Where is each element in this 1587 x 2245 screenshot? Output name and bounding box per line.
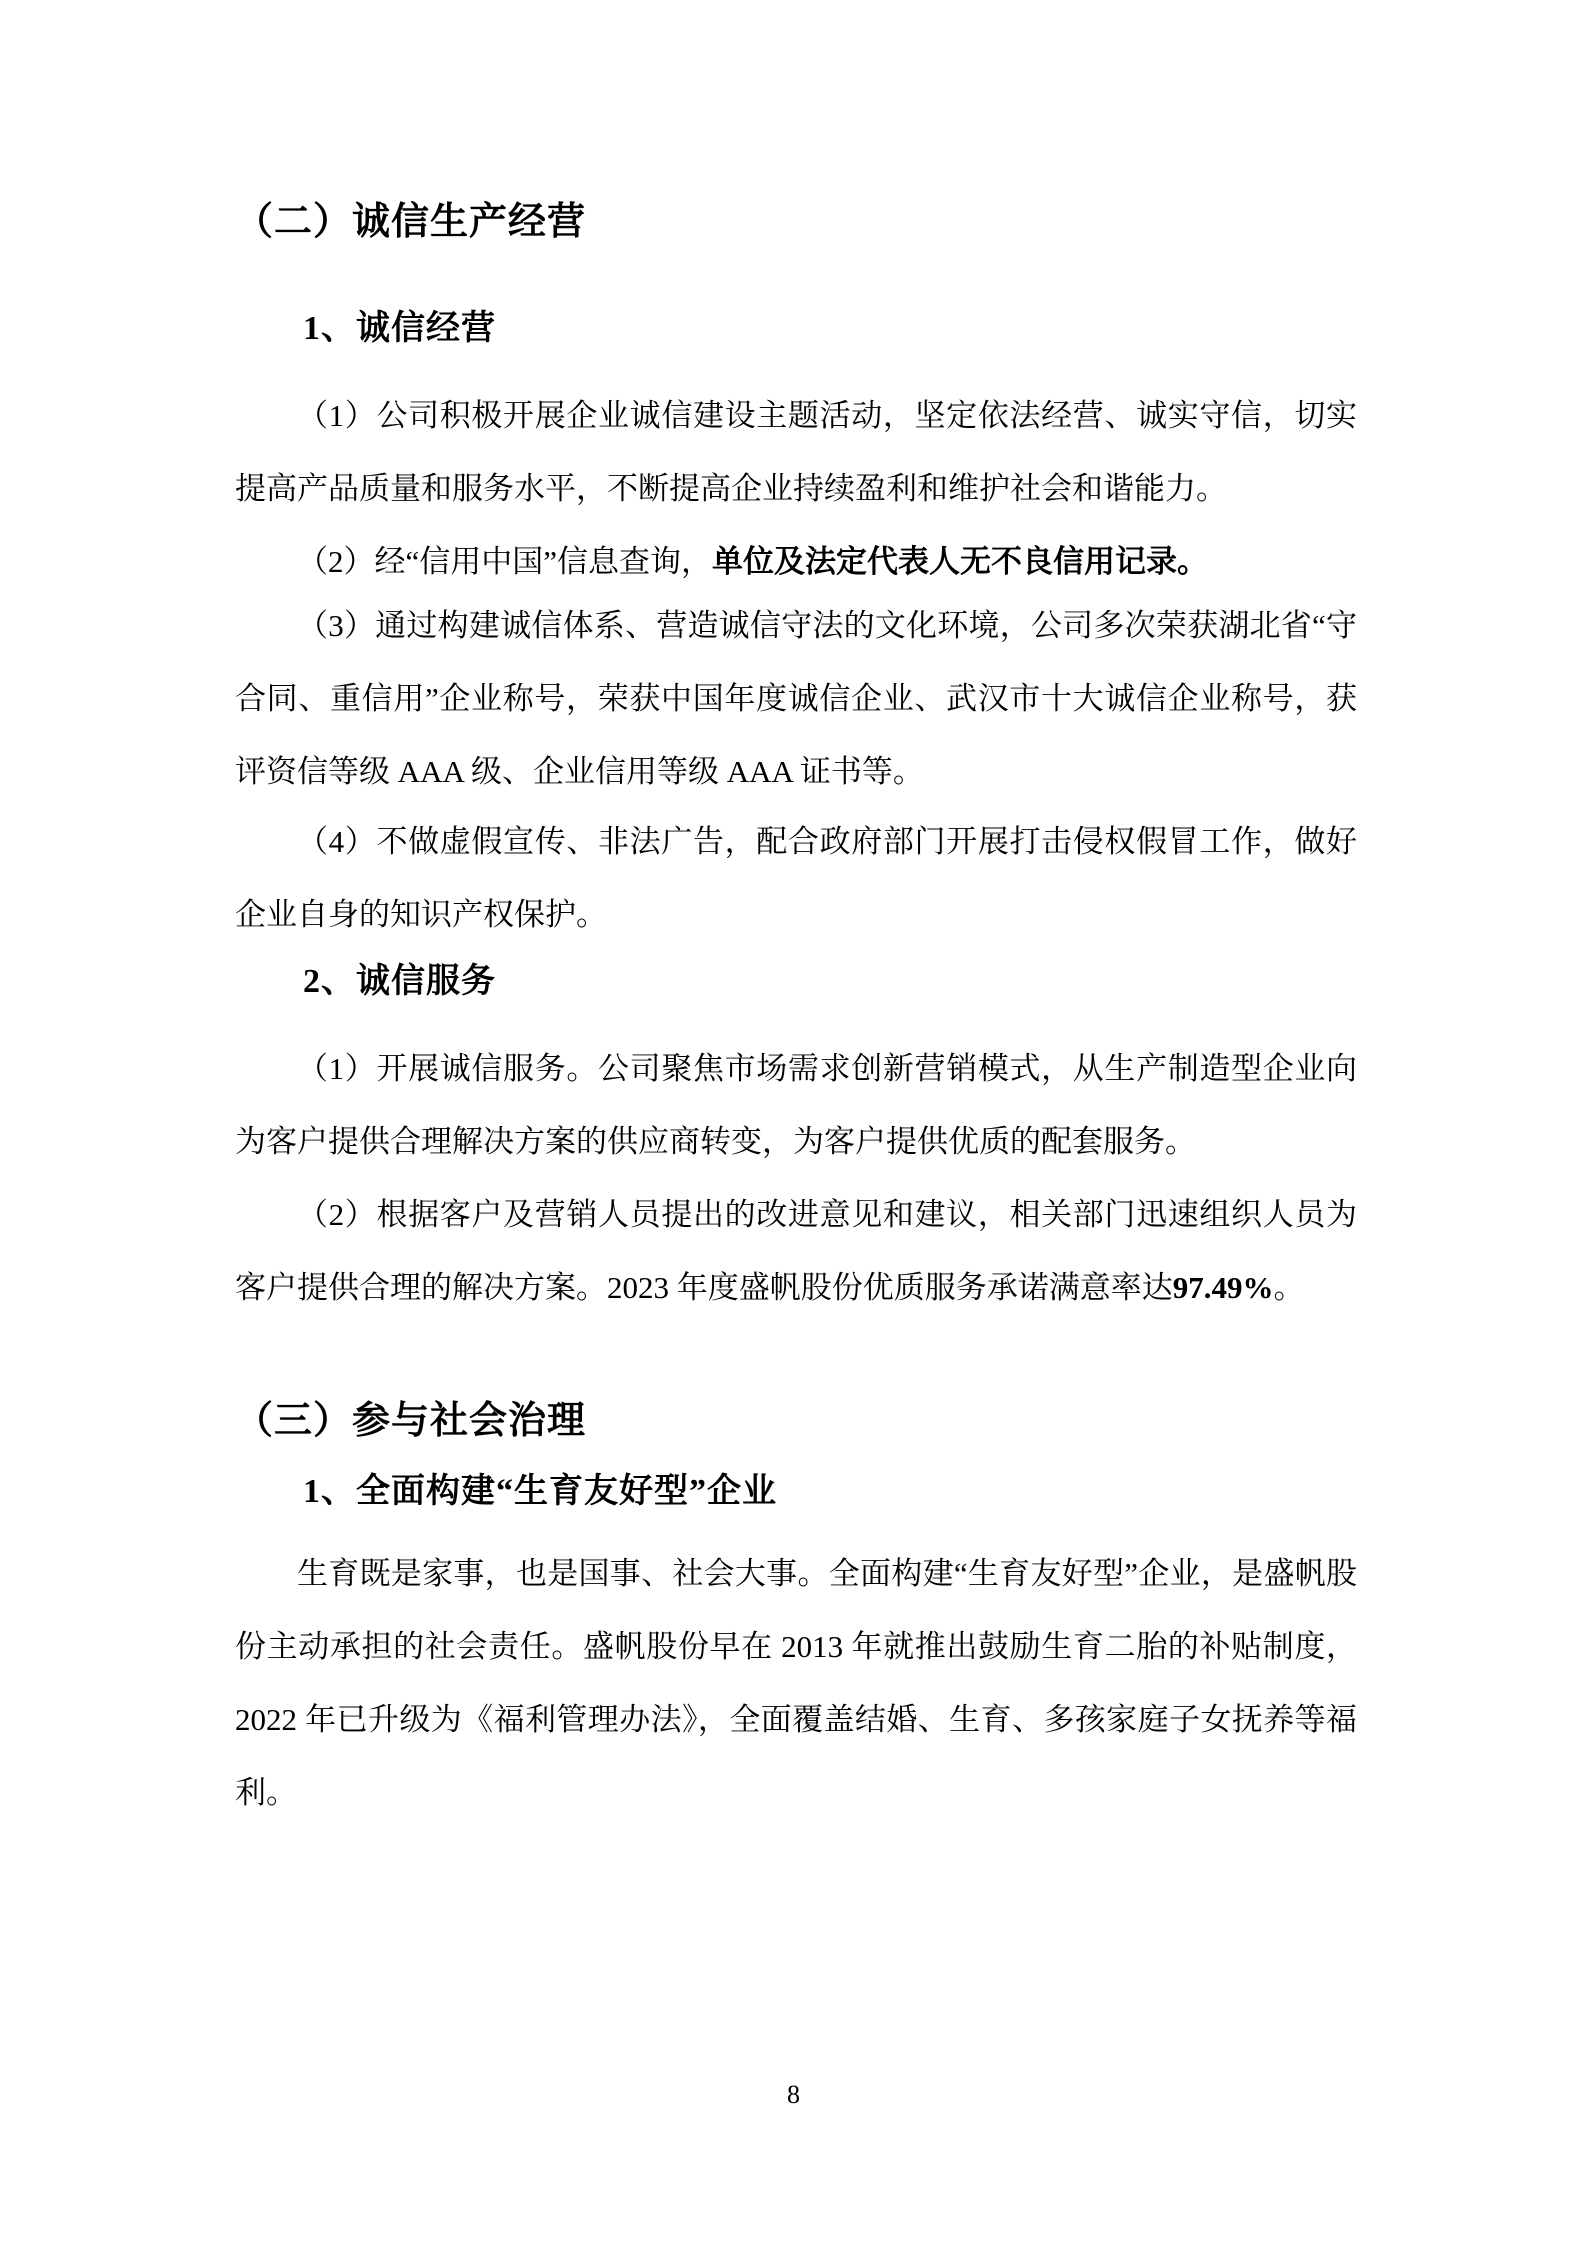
paragraph-integrity-operation-2-bold-run: 单位及法定代表人无不良信用记录。 (712, 544, 1209, 579)
paragraph-integrity-service-2-tail-run: 。 (1273, 1270, 1305, 1305)
paragraph-integrity-operation-2-normal-run: （2）经“信用中国”信息查询， (297, 544, 713, 579)
section-heading-social-governance: （三）参与社会治理 (235, 1400, 587, 1442)
paragraph-integrity-service-2-bold-run: 97.49% (1172, 1270, 1274, 1305)
subsection-heading-fertility-friendly: 1、全面构建“生育友好型”企业 (303, 1473, 777, 1510)
section-heading-integrity-production: （二）诚信生产经营 (235, 201, 587, 243)
subsection-heading-integrity-service: 2、诚信服务 (303, 963, 496, 1000)
paragraph-integrity-service-1: （1）开展诚信服务。公司聚焦市场需求创新营销模式，从生产制造型企业向为客户提供合理解决方案的供应商转变，为客户提供优质的配套服务。 (235, 1051, 1357, 1159)
subsection-heading-integrity-operation: 1、诚信经营 (303, 310, 496, 347)
paragraph-fertility-friendly-1: 生育既是家事，也是国事、社会大事。全面构建“生育友好型”企业，是盛帆股份主动承担的社会责任。盛帆股份早在 2013 年就推出鼓励生育二胎的补贴制度，2022 年已升级为《福利管理办法》，全面覆盖结婚、生育、多孩家庭子女抚养等福利。 (235, 1556, 1357, 1810)
paragraph-integrity-operation-3: （3）通过构建诚信体系、营造诚信守法的文化环境，公司多次荣获湖北省“守合同、重信用”企业称号，荣获中国年度诚信企业、武汉市十大诚信企业称号，获评资信等级 AAA 级、企业信用等级 AAA 证书等。 (235, 608, 1357, 789)
paragraph-integrity-operation-2 (235, 525, 1357, 598)
page-number: 8 (787, 2080, 800, 2109)
paragraph-integrity-service-2-normal-run: （2）根据客户及营销人员提出的改进意见和建议，相关部门迅速组织人员为客户提供合理的解决方案。2023 年度盛帆股份优质服务承诺满意率达 (235, 1197, 1357, 1305)
paragraph-integrity-operation-4: （4）不做虚假宣传、非法广告，配合政府部门开展打击侵权假冒工作，做好企业自身的知识产权保护。 (235, 824, 1357, 932)
paragraph-integrity-operation-1: （1）公司积极开展企业诚信建设主题活动，坚定依法经营、诚实守信，切实提高产品质量和服务水平，不断提高企业持续盈利和维护社会和谐能力。 (235, 398, 1357, 506)
paragraph-integrity-service-2 (235, 1178, 1357, 1324)
